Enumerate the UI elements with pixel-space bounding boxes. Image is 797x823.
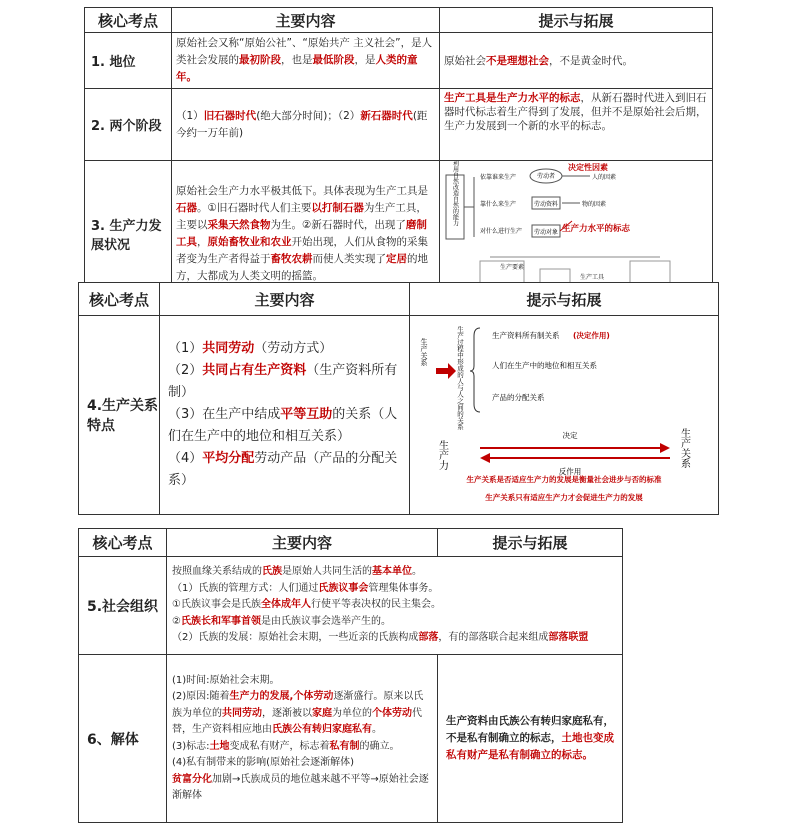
text-segment: 的确立。 — [359, 740, 400, 752]
header-key-point: 核心考点 — [79, 283, 160, 316]
arrow-icon — [436, 363, 456, 379]
highlight-text: 部落联盟 — [548, 632, 589, 644]
diagram-note2: 生产关系只有适应生产力才会促进生产力的发展 — [485, 493, 643, 502]
highlight-text: 新石器时代 — [360, 109, 413, 122]
diagram-lbl1: 依靠谁来生产 — [480, 174, 517, 181]
text-segment: 代替，生产资料相应地由 — [172, 707, 422, 735]
text-segment: ，是 — [354, 54, 376, 66]
diagram-r1: 人的因素 — [592, 174, 617, 181]
header-hint: 提示与拓展 — [440, 8, 713, 33]
highlight-text: 原始畜牧业和农业 — [207, 236, 292, 248]
list-item — [172, 772, 432, 805]
diagram-middle: 生产过程中形成的人与人之间的关系 — [456, 326, 464, 430]
highlight-text: 土地 — [209, 740, 230, 752]
table-2 — [78, 282, 719, 515]
highlight-text: 石器 — [176, 202, 197, 214]
text-segment: （劳动方式） — [254, 341, 333, 356]
diagram-decide: 决定 — [562, 431, 578, 440]
list-item — [172, 739, 432, 756]
diagram-r2: 物的因素 — [582, 201, 607, 208]
highlight-text: 氏族议事会 — [318, 582, 369, 594]
list-item — [168, 338, 401, 360]
highlight-text: 平等互助 — [280, 407, 333, 422]
text-segment: （4） — [168, 451, 203, 466]
diagram-b1: 生产要素 — [500, 264, 525, 271]
diagram-lbl2: 靠什么来生产 — [480, 201, 517, 208]
content-cell — [167, 655, 438, 823]
header-hint: 提示与拓展 — [410, 283, 719, 316]
highlight-text: 共同劳动 — [222, 707, 262, 719]
text-segment: 是由氏族议事会选举产生的。 — [260, 615, 391, 627]
text-segment: (距今约一万年前) — [176, 109, 428, 139]
diagram-node1: 劳动者 — [536, 173, 556, 180]
hint-cell — [438, 655, 623, 823]
text-segment: ，逐渐被以 — [262, 707, 312, 719]
relations-diagram-cell — [410, 316, 719, 515]
text-segment: 的地方，大都成为人类文明的摇篮。 — [176, 253, 428, 282]
list-item — [172, 673, 432, 690]
list-item — [168, 448, 401, 492]
diagram-left-box: 人类利用自然改造自然的能力 — [451, 161, 459, 226]
text-segment: 是原始人共同生活的 — [282, 566, 372, 578]
diagram-rel2: 生产关系 — [678, 428, 690, 468]
text-segment: （2） — [168, 363, 203, 378]
diagram-decisive: 决定性因素 — [568, 163, 608, 172]
table-1 — [84, 7, 713, 308]
text-segment: 为生产工具，主要以 — [176, 202, 427, 231]
diagram-node3: 劳动对象 — [533, 229, 559, 236]
point-cell: 4.生产关系特点 — [79, 316, 160, 515]
highlight-text: 畜牧农耕 — [270, 253, 313, 265]
text-segment: ①氏族议事会是氏族 — [172, 599, 261, 611]
highlight-text: 基本单位 — [372, 566, 412, 578]
relations-diagram — [410, 316, 718, 510]
highlight-text: 土地也变成私有财产是私有制确立的标志。 — [446, 732, 614, 761]
diagram-mark: 生产力水平的标志 — [562, 224, 631, 234]
text-segment: （生产资料所有制） — [168, 363, 398, 400]
text-segment: (3)标志: — [172, 740, 210, 752]
text-segment: 为单位的 — [332, 707, 372, 719]
highlight-text: 平均分配 — [202, 451, 255, 466]
header-key-point: 核心考点 — [79, 529, 167, 557]
highlight-text: 全体成年人 — [260, 599, 311, 611]
hint-cell — [440, 89, 713, 161]
diagram-node2: 劳动资料 — [533, 201, 559, 208]
highlight-text: 氏族公有转归家庭私有 — [272, 724, 372, 735]
table-row — [79, 655, 623, 823]
highlight-text: 家庭 — [312, 707, 332, 719]
text-segment: 的关系（人们在生产中的地位和相互关系） — [168, 407, 398, 444]
highlight-text: 氏族长和军事首领 — [180, 615, 261, 627]
hint-cell — [440, 33, 713, 89]
list-item — [172, 564, 617, 581]
text-segment: 而使人类实现了 — [312, 253, 386, 265]
diagram-lbl3: 对什么进行生产 — [480, 228, 523, 235]
point-cell: 1. 地位 — [85, 33, 172, 89]
highlight-text: 贫富分化 — [172, 773, 212, 785]
text-segment: ，也是 — [281, 54, 313, 66]
content-cell — [172, 33, 440, 89]
list-item — [172, 614, 617, 631]
highlight-text: 部落 — [418, 632, 439, 644]
point-cell: 5.社会组织 — [79, 557, 167, 655]
highlight-text: 氏族 — [262, 566, 282, 578]
point-cell: 2. 两个阶段 — [85, 89, 172, 161]
highlight-text: 最低阶段 — [312, 54, 355, 66]
highlight-text: 共同劳动 — [202, 341, 255, 356]
content-cell — [160, 316, 410, 515]
table-row — [79, 557, 623, 655]
content-cell — [167, 557, 623, 655]
diagram-note1: 生产关系是否适应生产力的发展是衡量社会进步与否的标准 — [466, 475, 662, 484]
text-segment: 原始社会又称“原始公社”、“原始共产 主义社会”，是人类社会发展的 — [176, 37, 433, 66]
header-main-content: 主要内容 — [172, 8, 440, 33]
table-row — [85, 89, 713, 161]
highlight-text: 生产工具是生产力水平的标志 — [444, 92, 581, 104]
point-cell: 6、解体 — [79, 655, 167, 823]
text-segment: ② — [172, 615, 181, 627]
diagram-rel-label: 生产关系 — [420, 338, 428, 366]
text-segment: 逐渐盛行。原来以氏族为单位的 — [172, 691, 424, 719]
diagram-i1r: (决定作用) — [573, 331, 610, 340]
text-segment: 。 — [412, 566, 422, 578]
content-cell — [172, 89, 440, 161]
text-segment: 劳动产品（产品的分配关系） — [168, 451, 398, 488]
diagram-i2: 人们在生产中的地位和相互关系 — [492, 361, 597, 370]
list-item — [172, 581, 617, 598]
text-segment: 行使平等表决权的民主集会。 — [310, 599, 441, 611]
text-segment: 按照血缘关系结成的 — [172, 566, 262, 578]
highlight-text: 磨制工具 — [176, 219, 427, 248]
highlight-text: 共同占有生产资料 — [202, 363, 307, 378]
table-row — [85, 33, 713, 89]
table-row — [79, 316, 719, 515]
highlight-text: 旧石器时代 — [203, 109, 257, 122]
highlight-text: 定居 — [386, 253, 407, 265]
text-segment: (1)时间:原始社会末期。 — [172, 674, 280, 686]
text-segment: 生产资料由氏族公有转归家庭私有，不是私有制确立的标志， — [446, 715, 614, 744]
highlight-text: 不是理想社会 — [486, 54, 549, 67]
text-segment: 变成私有财产，标志着 — [229, 740, 330, 752]
highlight-text: 人类的童年。 — [176, 54, 418, 83]
text-segment: 开始出现，人们从食物的采集者变为生产者得益于 — [176, 236, 428, 265]
header-main-content: 主要内容 — [160, 283, 410, 316]
text-segment: （1）氏族的管理方式：人们通过 — [172, 582, 319, 594]
text-segment: （3）在生产中结成 — [168, 407, 281, 422]
highlight-text: 私有制 — [329, 740, 360, 752]
highlight-text: 以打制石器 — [311, 202, 364, 214]
text-segment: 为生。②新石器时代，出现了 — [270, 219, 406, 231]
text-segment: （2）氏族的发展：原始社会末期，一些近亲的氏族构成 — [172, 632, 419, 644]
text-segment: 管理集体事务。 — [368, 582, 439, 594]
table-3 — [78, 528, 623, 823]
highlight-text: 采集天然食物 — [207, 219, 271, 231]
highlight-text: 生产力的发展,个体劳动 — [229, 691, 334, 702]
diagram-b2: 生产工具 — [580, 274, 605, 281]
header-main-content: 主要内容 — [167, 529, 438, 557]
list-item — [172, 689, 432, 739]
list-item — [168, 404, 401, 448]
highlight-text: 个体劳动 — [372, 707, 412, 719]
text-segment: (4)私有制带来的影响(原始社会逐渐解体) — [172, 757, 354, 768]
list-item — [168, 360, 401, 404]
text-segment: (2)原因:随着 — [172, 691, 230, 702]
highlight-text: 最初阶段 — [239, 54, 281, 66]
text-segment: ，不是黄金时代。 — [549, 54, 633, 67]
text-segment: ， — [197, 236, 208, 248]
text-segment: 原始社会 — [444, 54, 486, 67]
text-segment: (绝大部分时间)；（2） — [256, 109, 361, 122]
text-segment: 。①旧石器时代人们主要 — [197, 202, 312, 214]
diagram-i1: 生产资料所有制关系 — [492, 331, 560, 340]
header-hint: 提示与拓展 — [438, 529, 623, 557]
text-segment: 。 — [372, 724, 382, 735]
point-cell: 3. 生产力发展状况 — [85, 161, 172, 308]
list-item — [172, 597, 617, 614]
text-segment: （1） — [168, 341, 203, 356]
text-segment: 加剧→氏族成员的地位越来越不平等→原始社会逐渐解体 — [172, 773, 429, 801]
list-item — [172, 755, 432, 772]
header-key-point: 核心考点 — [85, 8, 172, 33]
text-segment: 原始社会生产力水平极其低下。具体表现为生产工具是 — [176, 185, 428, 197]
text-segment: ，有的部落联合起来组成 — [438, 632, 549, 644]
text-segment: ，从新石器时代进入到旧石器时代标志着生产得到了发展，但并不是原始社会后期，生产力发展到一个新的水平的标志。 — [444, 92, 707, 132]
diagram-react: 反作用 — [558, 467, 582, 476]
text-segment: （1） — [176, 109, 204, 122]
diagram-i3: 产品的分配关系 — [492, 393, 545, 402]
diagram-force: 生产力 — [436, 440, 448, 470]
list-item — [172, 630, 617, 647]
